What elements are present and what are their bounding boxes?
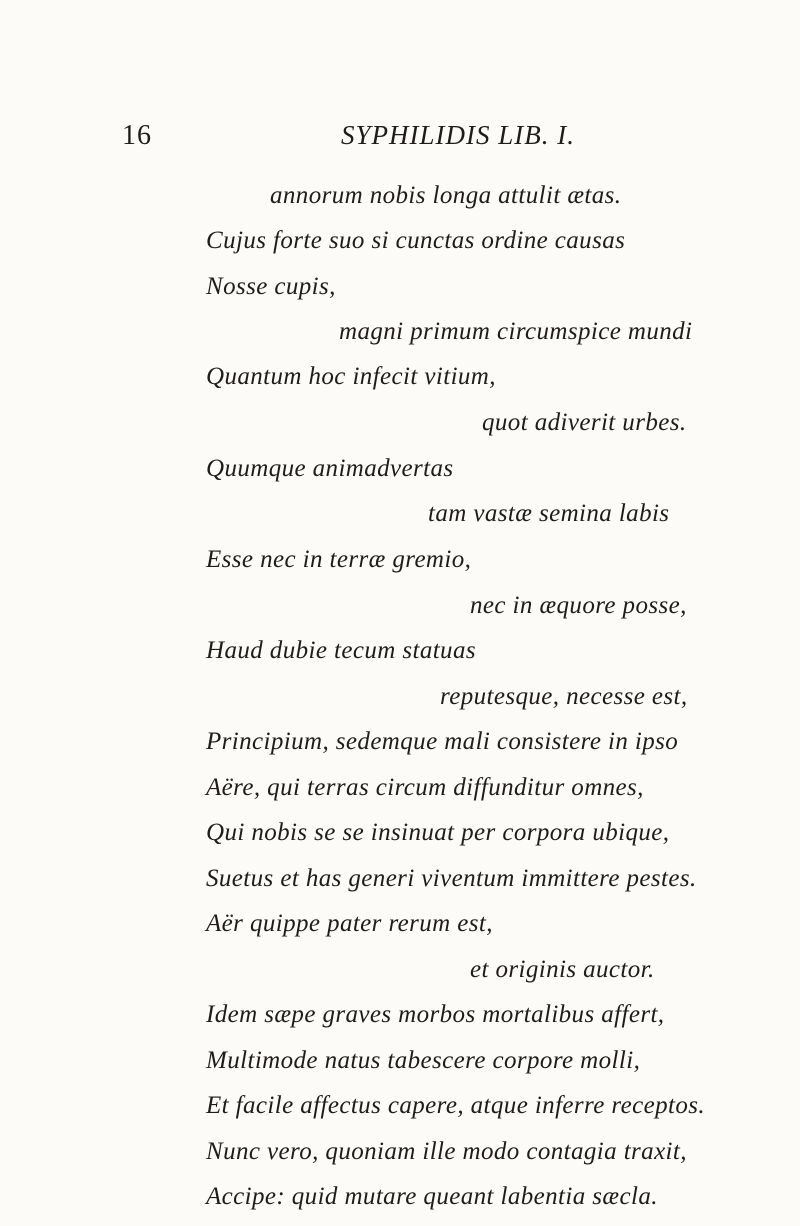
verse-line: Aër quippe pater rerum est, — [206, 910, 493, 937]
verse-line: Idem sæpe graves morbos mortalibus affert, — [206, 1001, 665, 1028]
verse-line: et originis auctor. — [470, 956, 655, 983]
verse-line: Esse nec in terræ gremio, — [206, 546, 472, 573]
verse-line: Multimode natus tabescere corpore molli, — [206, 1047, 641, 1074]
verse-line: nec in æquore posse, — [470, 592, 687, 619]
verse-line: quot adiverit urbes. — [482, 409, 687, 436]
verse-line: Quumque animadvertas — [206, 455, 454, 482]
verse-line: Principium, sedemque mali consistere in ipso — [206, 728, 679, 755]
verse-line: annorum nobis longa attulit ætas. — [270, 182, 622, 209]
verse-line: Qui nobis se se insinuat per corpora ubique, — [206, 819, 670, 846]
verse-line: Et facile affectus capere, atque inferre receptos. — [206, 1092, 706, 1119]
verse-line: Aëre, qui terras circum diffunditur omnes, — [206, 774, 644, 801]
page-number: 16 — [122, 120, 152, 151]
verse-line: Suetus et has generi viventum immittere pestes. — [206, 865, 697, 892]
verse-line: Quantum hoc infecit vitium, — [206, 363, 496, 390]
verse-line: Accipe: quid mutare queant labentia sæcla. — [206, 1183, 658, 1210]
verse-line: Cujus forte suo si cunctas ordine causas — [206, 227, 626, 254]
verse-line: Haud dubie tecum statuas — [206, 637, 476, 664]
verse-line: reputesque, necesse est, — [440, 683, 688, 710]
verse-line: tam vastæ semina labis — [428, 500, 670, 527]
running-title: SYPHILIDIS LIB. I. — [341, 120, 575, 150]
verse-line: magni primum circumspice mundi — [339, 318, 693, 345]
verse-line: Nosse cupis, — [206, 273, 336, 300]
verse-line: Nunc vero, quoniam ille modo contagia traxit, — [206, 1138, 687, 1165]
